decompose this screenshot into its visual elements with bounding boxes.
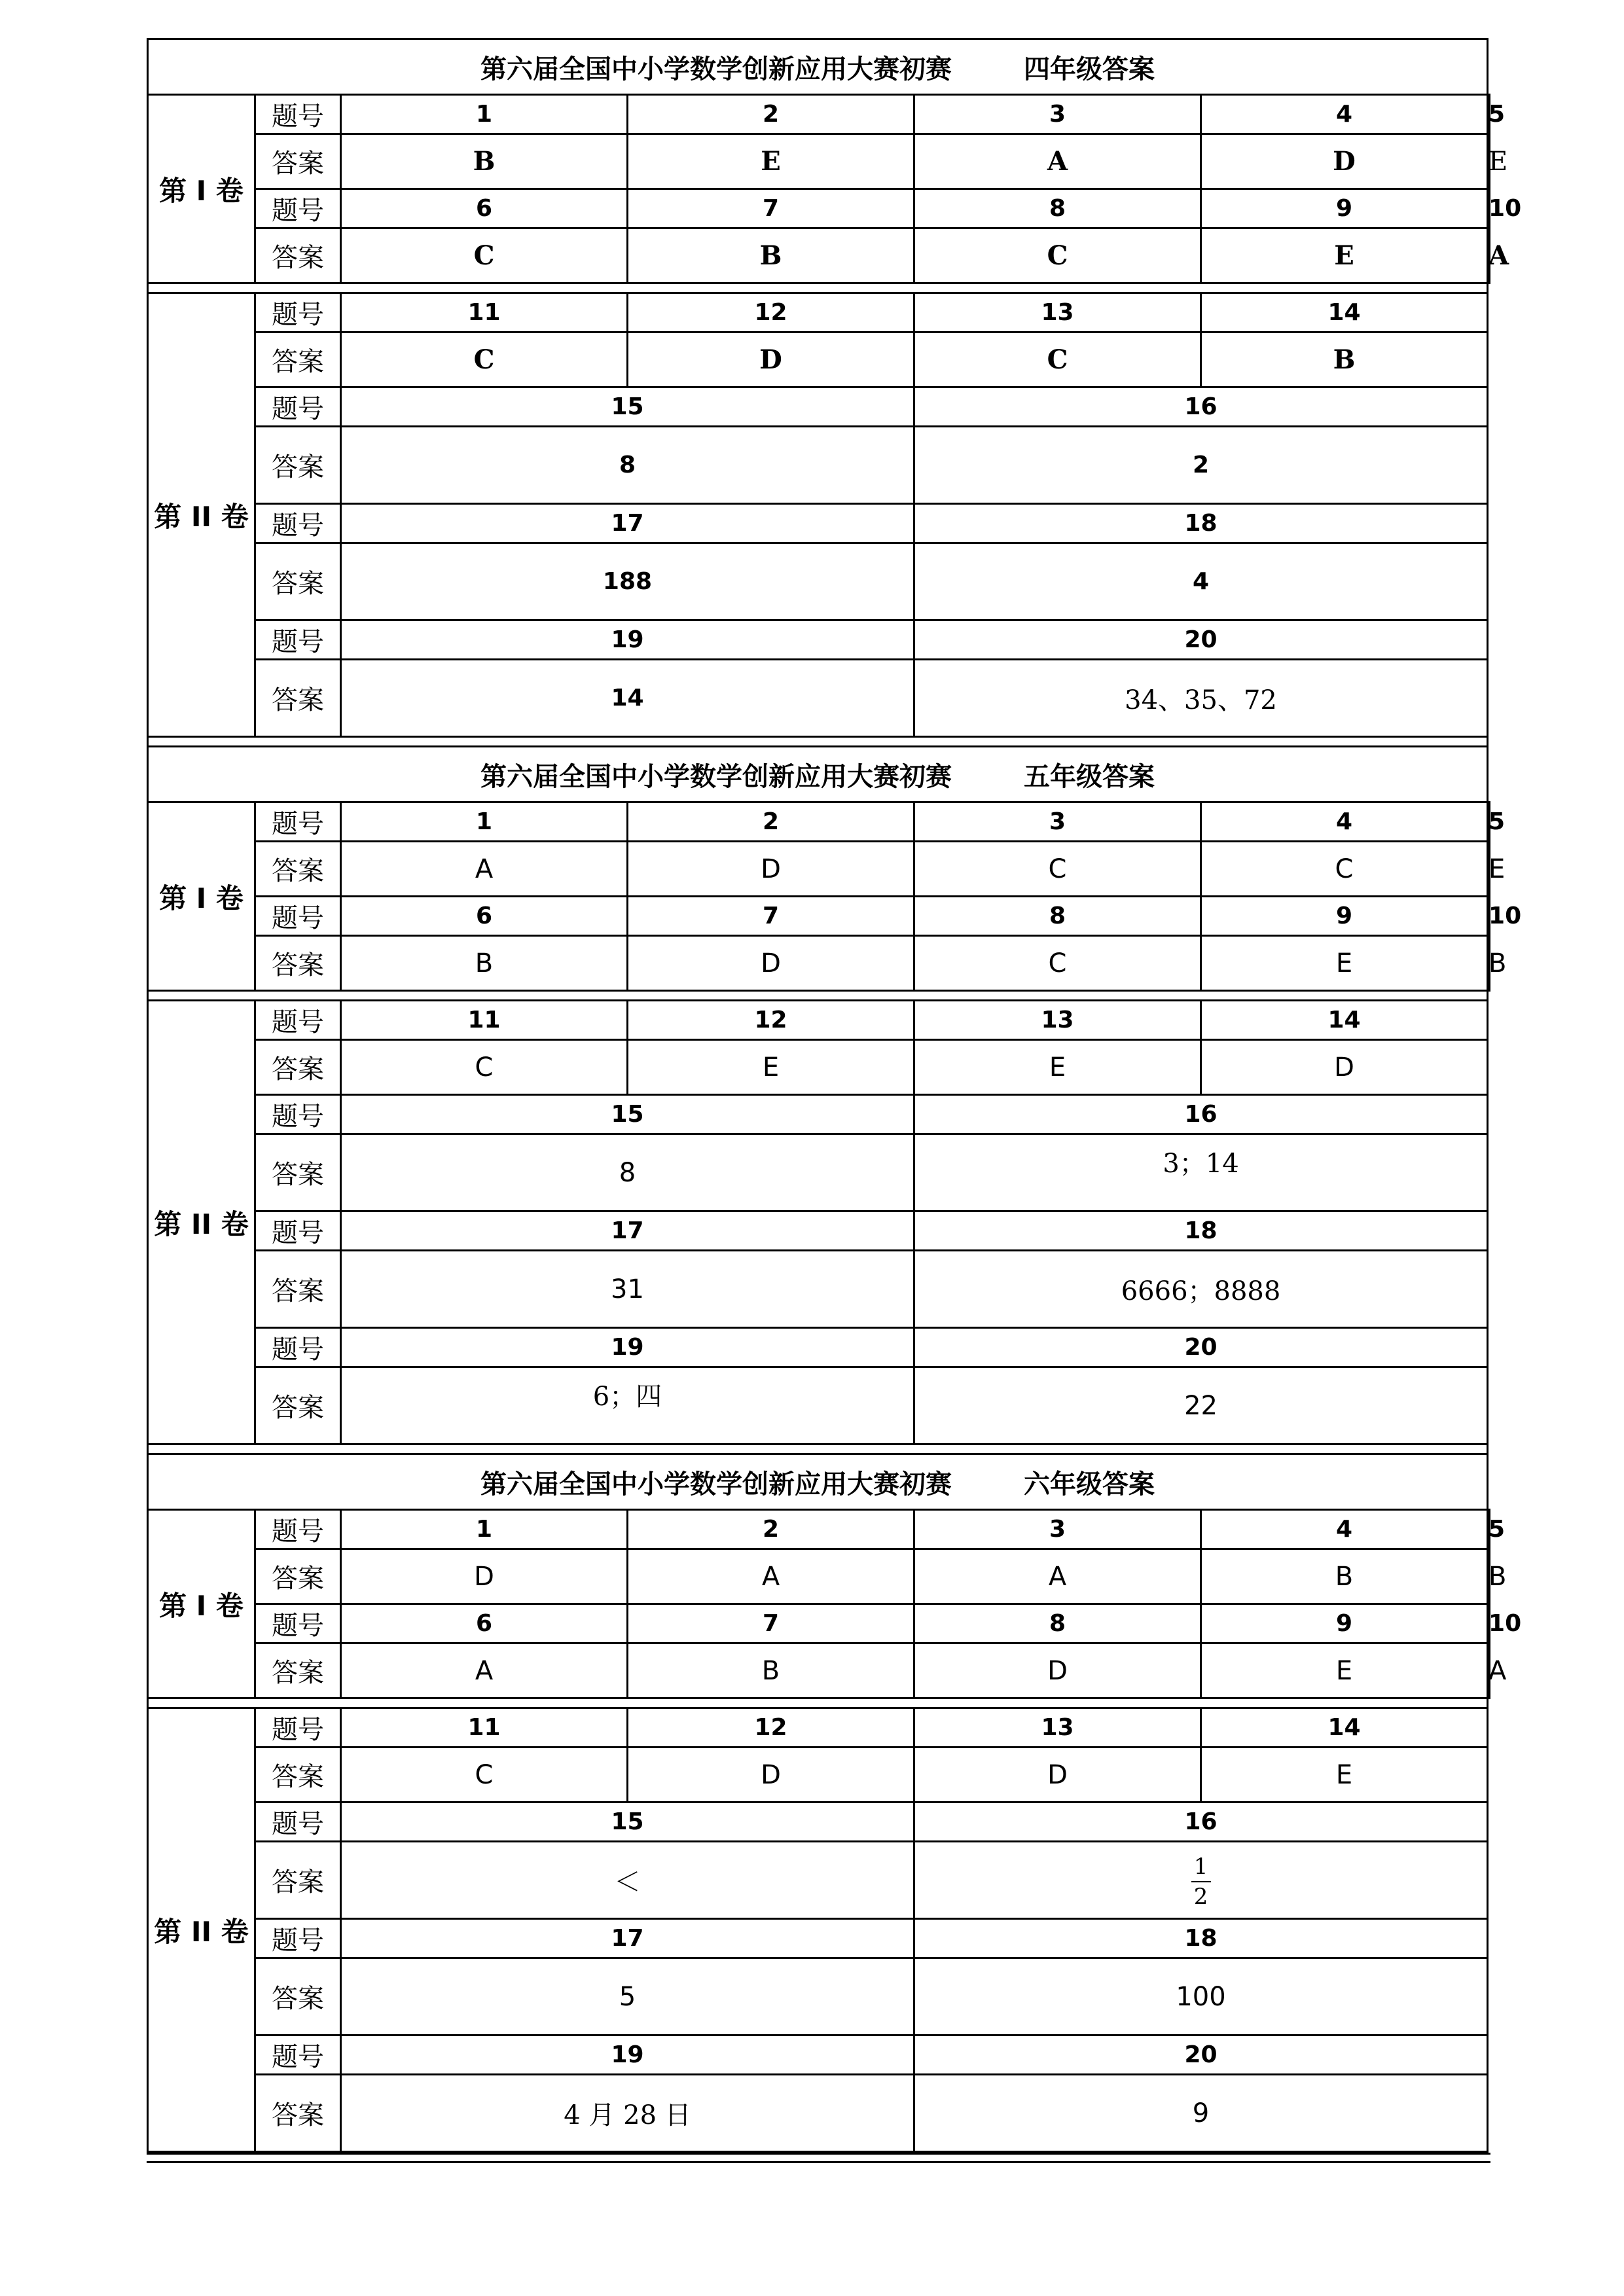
answer-cell: 4: [914, 543, 1488, 620]
answer-cell: C: [341, 332, 628, 387]
answer-cell: A: [341, 1643, 628, 1698]
answer-cell: B: [341, 936, 628, 991]
q-num: 18: [914, 1211, 1488, 1251]
question-label: 题号: [255, 293, 341, 332]
answer-cell: E: [1201, 936, 1488, 991]
answer-label: 答案: [255, 1367, 341, 1444]
answer-cell: 188: [341, 543, 914, 620]
answer-cell: 5: [341, 1958, 914, 2036]
answer-cell: A: [914, 1549, 1201, 1604]
answer-cell: 22: [914, 1367, 1488, 1444]
question-label: 题号: [255, 1095, 341, 1134]
question-label: 题号: [255, 387, 341, 427]
answer-cell: C: [914, 332, 1201, 387]
answer-label: 答案: [255, 332, 341, 387]
q-num: 13: [914, 1708, 1201, 1748]
answer-cell: B: [628, 1643, 914, 1698]
question-label: 题号: [255, 897, 341, 936]
q-num: 8: [914, 189, 1201, 228]
answer-cell: E: [628, 1040, 914, 1095]
q-num: 17: [341, 504, 914, 543]
answer-cell: E: [1488, 842, 1490, 897]
answer-label: 答案: [255, 1958, 341, 2036]
answer-cell: ＜: [341, 1842, 914, 1919]
q-num: 4: [1201, 95, 1488, 134]
answer-cell: 100: [914, 1958, 1488, 2036]
answer-cell: C: [914, 842, 1201, 897]
answer-cell: D: [914, 1643, 1201, 1698]
q-num: 19: [341, 2036, 914, 2075]
question-label: 题号: [255, 620, 341, 660]
q-num: 8: [914, 1604, 1201, 1643]
answer-label: 答案: [255, 842, 341, 897]
question-label: 题号: [255, 1211, 341, 1251]
fraction-bar: [1191, 1881, 1211, 1882]
question-label: 题号: [255, 1708, 341, 1748]
q-num: 11: [341, 293, 628, 332]
q-num: 19: [341, 1328, 914, 1367]
answer-cell: A: [341, 842, 628, 897]
answer-cell: C: [914, 936, 1201, 991]
answer-label: 答案: [255, 228, 341, 283]
fraction-numerator: 1: [1193, 1854, 1208, 1880]
q-num: 16: [914, 1803, 1488, 1842]
question-label: 题号: [255, 1604, 341, 1643]
q-num: 6: [341, 897, 628, 936]
q-num: 11: [341, 1708, 628, 1748]
answer-cell: D: [914, 1748, 1201, 1803]
q-num: 20: [914, 1328, 1488, 1367]
q-num: 9: [1201, 189, 1488, 228]
grade4-table: [147, 38, 1522, 2153]
q-num: 13: [914, 1001, 1201, 1040]
q-num: 2: [628, 802, 914, 842]
q-num: 1: [341, 1510, 628, 1549]
answer-cell: B: [1201, 1549, 1488, 1604]
answer-cell: B: [1201, 332, 1488, 387]
q-num: 10: [1488, 897, 1490, 936]
q-num: 3: [914, 1510, 1201, 1549]
q-num: 19: [341, 620, 914, 660]
q-num: 11: [341, 1001, 628, 1040]
answer-label: 答案: [255, 660, 341, 737]
answer-cell: 31: [341, 1251, 914, 1328]
q-num: 5: [1488, 802, 1490, 842]
q-num: 5: [1488, 95, 1490, 134]
section-divider: [148, 737, 1488, 747]
section-divider: [148, 283, 1488, 293]
answer-cell: E: [914, 1040, 1201, 1095]
answer-cell: B: [1488, 936, 1490, 991]
q-num: 20: [914, 2036, 1488, 2075]
answer-label: 答案: [255, 1134, 341, 1211]
vol2-label: 第 II 卷: [148, 1001, 255, 1444]
q-num: 10: [1488, 1604, 1490, 1643]
answer-cell: 9: [914, 2075, 1488, 2152]
answer-cell: E: [628, 134, 914, 189]
answer-cell: A: [1488, 228, 1490, 283]
answer-label: 答案: [255, 1748, 341, 1803]
answer-cell: D: [628, 842, 914, 897]
answer-cell: 34、35、72: [914, 660, 1488, 737]
q-num: 6: [341, 189, 628, 228]
vol1-label: 第 I 卷: [148, 802, 255, 991]
grade4-title: 第六届全国中小学数学创新应用大赛初赛 四年级答案: [148, 39, 1488, 95]
answer-cell: 2: [914, 427, 1488, 504]
q-num: 13: [914, 293, 1201, 332]
answer-cell: A: [914, 134, 1201, 189]
answer-cell: 4 月 28 日: [341, 2075, 914, 2152]
question-label: 题号: [255, 1328, 341, 1367]
q-num: 10: [1488, 189, 1490, 228]
vol2-label: 第 II 卷: [148, 1708, 255, 2152]
q-num: 20: [914, 620, 1488, 660]
question-label: 题号: [255, 95, 341, 134]
answer-sheet: [147, 38, 1522, 2163]
q-num: 17: [341, 1919, 914, 1958]
fraction: [1191, 1854, 1211, 1910]
q-num: 14: [1201, 1708, 1488, 1748]
answer-label: 答案: [255, 1040, 341, 1095]
grade5-title: 第六届全国中小学数学创新应用大赛初赛 五年级答案: [148, 747, 1488, 802]
q-num: 9: [1201, 897, 1488, 936]
question-label: 题号: [255, 1001, 341, 1040]
answer-cell: D: [1201, 1040, 1488, 1095]
answer-cell: D: [628, 936, 914, 991]
q-num: 9: [1201, 1604, 1488, 1643]
fraction-denominator: 2: [1193, 1884, 1208, 1910]
answer-cell: A: [1488, 1643, 1490, 1698]
answer-label: 答案: [255, 134, 341, 189]
q-num: 7: [628, 1604, 914, 1643]
section-divider: [148, 1698, 1488, 1708]
answer-cell-fraction: [914, 1842, 1488, 1919]
answer-cell: C: [914, 228, 1201, 283]
q-num: 3: [914, 95, 1201, 134]
question-label: 题号: [255, 189, 341, 228]
q-num: 15: [341, 1095, 914, 1134]
question-label: 题号: [255, 1510, 341, 1549]
answer-cell: C: [341, 1748, 628, 1803]
q-num: 18: [914, 504, 1488, 543]
answer-cell: E: [1201, 228, 1488, 283]
answer-cell: B: [628, 228, 914, 283]
section-divider: [148, 1444, 1488, 1454]
grade6-title: 第六届全国中小学数学创新应用大赛初赛 六年级答案: [148, 1454, 1488, 1510]
answer-cell: 14: [341, 660, 914, 737]
question-label: 题号: [255, 802, 341, 842]
answer-cell: C: [341, 1040, 628, 1095]
answer-cell: E: [1201, 1748, 1488, 1803]
q-num: 17: [341, 1211, 914, 1251]
q-num: 4: [1201, 802, 1488, 842]
answer-cell: 6；四: [341, 1367, 914, 1444]
answer-cell: C: [1201, 842, 1488, 897]
answer-label: 答案: [255, 427, 341, 504]
answer-cell: D: [341, 1549, 628, 1604]
q-num: 2: [628, 1510, 914, 1549]
q-num: 6: [341, 1604, 628, 1643]
question-label: 题号: [255, 1803, 341, 1842]
question-label: 题号: [255, 1919, 341, 1958]
answer-cell: D: [628, 1748, 914, 1803]
answer-label: 答案: [255, 936, 341, 991]
q-num: 16: [914, 1095, 1488, 1134]
answer-cell: D: [628, 332, 914, 387]
answer-label: 答案: [255, 2075, 341, 2152]
answer-cell: 6666；8888: [914, 1251, 1488, 1328]
q-num: 16: [914, 387, 1488, 427]
q-num: 7: [628, 189, 914, 228]
answer-cell: E: [1201, 1643, 1488, 1698]
q-num: 15: [341, 387, 914, 427]
q-num: 8: [914, 897, 1201, 936]
q-num: 4: [1201, 1510, 1488, 1549]
q-num: 12: [628, 1708, 914, 1748]
answer-label: 答案: [255, 1643, 341, 1698]
question-label: 题号: [255, 504, 341, 543]
q-num: 12: [628, 293, 914, 332]
answer-cell: 3；14: [914, 1134, 1488, 1211]
answer-cell: B: [1488, 1549, 1490, 1604]
vol2-label: 第 II 卷: [148, 293, 255, 737]
answer-label: 答案: [255, 1251, 341, 1328]
q-num: 15: [341, 1803, 914, 1842]
answer-cell: B: [341, 134, 628, 189]
q-num: 14: [1201, 293, 1488, 332]
vol1-label: 第 I 卷: [148, 95, 255, 283]
vol1-label: 第 I 卷: [148, 1510, 255, 1698]
answer-label: 答案: [255, 1842, 341, 1919]
answer-cell: E: [1488, 134, 1490, 189]
answer-cell: D: [1201, 134, 1488, 189]
q-num: 1: [341, 95, 628, 134]
q-num: 3: [914, 802, 1201, 842]
answer-cell: 8: [341, 1134, 914, 1211]
q-num: 18: [914, 1919, 1488, 1958]
q-num: 2: [628, 95, 914, 134]
q-num: 14: [1201, 1001, 1488, 1040]
table-end-line: [147, 2153, 1490, 2163]
q-num: 5: [1488, 1510, 1490, 1549]
answer-label: 答案: [255, 543, 341, 620]
answer-cell: 8: [341, 427, 914, 504]
section-divider: [148, 991, 1488, 1001]
question-label: 题号: [255, 2036, 341, 2075]
q-num: 7: [628, 897, 914, 936]
q-num: 1: [341, 802, 628, 842]
answer-label: 答案: [255, 1549, 341, 1604]
answer-cell: A: [628, 1549, 914, 1604]
q-num: 12: [628, 1001, 914, 1040]
answer-cell: C: [341, 228, 628, 283]
